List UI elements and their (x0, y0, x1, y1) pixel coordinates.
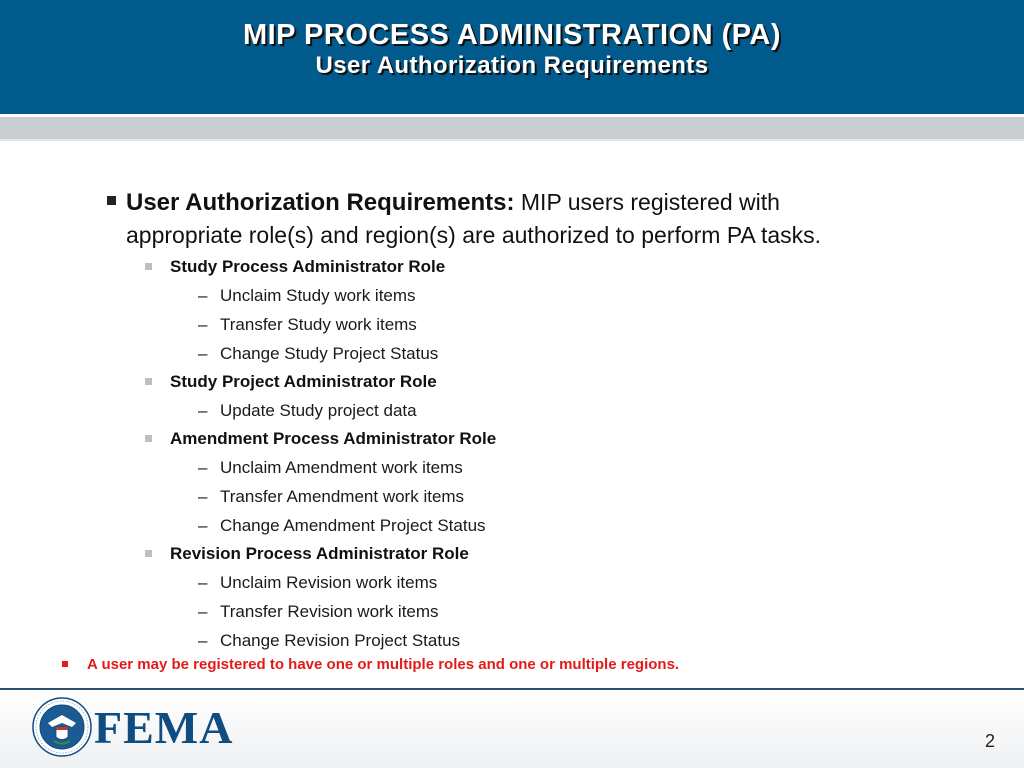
list-item (198, 487, 464, 507)
role-heading (145, 372, 437, 392)
role-heading (145, 257, 445, 277)
list-item (198, 286, 416, 306)
role-name: Revision Process Administrator Role (170, 544, 469, 563)
list-item-text: Change Revision Project Status (220, 631, 461, 650)
dash-icon: – (198, 602, 208, 621)
main-bullet-text (107, 186, 927, 251)
slide-title: MIP PROCESS ADMINISTRATION (PA) (242, 19, 782, 51)
list-item-text: Unclaim Revision work items (220, 573, 438, 592)
title-block (0, 18, 1024, 80)
list-item-text: Transfer Study work items (220, 315, 417, 334)
page-number: 2 (985, 731, 996, 751)
role-name: Amendment Process Administrator Role (170, 429, 497, 448)
list-item (198, 401, 417, 421)
dash-icon: – (198, 286, 208, 305)
list-item-text: Change Study Project Status (220, 344, 439, 363)
slide-subtitle: User Authorization Requirements (315, 52, 709, 79)
dash-icon: – (198, 344, 208, 363)
multi-role-note (62, 656, 679, 674)
list-item-text: Transfer Amendment work items (220, 487, 465, 506)
dash-icon: – (198, 401, 208, 420)
main-bullet-line1: MIP users registered with (520, 189, 780, 215)
fema-logo: FEMA (94, 702, 234, 753)
role-name: Study Process Administrator Role (170, 257, 446, 276)
list-item-text: Change Amendment Project Status (220, 516, 486, 535)
main-bullet (107, 186, 927, 251)
square-bullet-icon (145, 263, 152, 270)
header-gray-band-bottom (0, 139, 1024, 141)
role-heading (145, 544, 469, 564)
role-heading (145, 429, 496, 449)
role-name: Study Project Administrator Role (170, 372, 437, 391)
list-item (198, 631, 460, 651)
dash-icon: – (198, 487, 208, 506)
list-item (198, 315, 417, 335)
header-gray-band (0, 117, 1024, 139)
list-item (198, 573, 437, 593)
square-bullet-icon (145, 550, 152, 557)
dash-icon: – (198, 631, 208, 650)
list-item-text: Unclaim Amendment work items (220, 458, 463, 477)
main-bullet-lead: User Authorization Requirements: (126, 189, 515, 216)
square-bullet-icon (145, 435, 152, 442)
list-item-text: Transfer Revision work items (220, 602, 439, 621)
list-item (198, 344, 438, 364)
square-bullet-icon (107, 196, 116, 205)
dash-icon: – (198, 516, 208, 535)
square-bullet-icon (62, 661, 68, 667)
list-item (198, 516, 486, 536)
list-item (198, 602, 439, 622)
dhs-seal-icon (32, 697, 92, 757)
slide-header (0, 0, 1024, 114)
list-item-text: Unclaim Study work items (220, 286, 416, 305)
list-item (198, 458, 463, 478)
note-text: A user may be registered to have one or multiple roles and one or multiple regions. (87, 656, 680, 673)
square-bullet-icon (145, 378, 152, 385)
dash-icon: – (198, 315, 208, 334)
list-item-text: Update Study project data (220, 401, 417, 420)
dash-icon: – (198, 573, 208, 592)
dash-icon: – (198, 458, 208, 477)
main-bullet-line2: appropriate role(s) and region(s) are authorized to perform PA tasks. (126, 222, 822, 248)
